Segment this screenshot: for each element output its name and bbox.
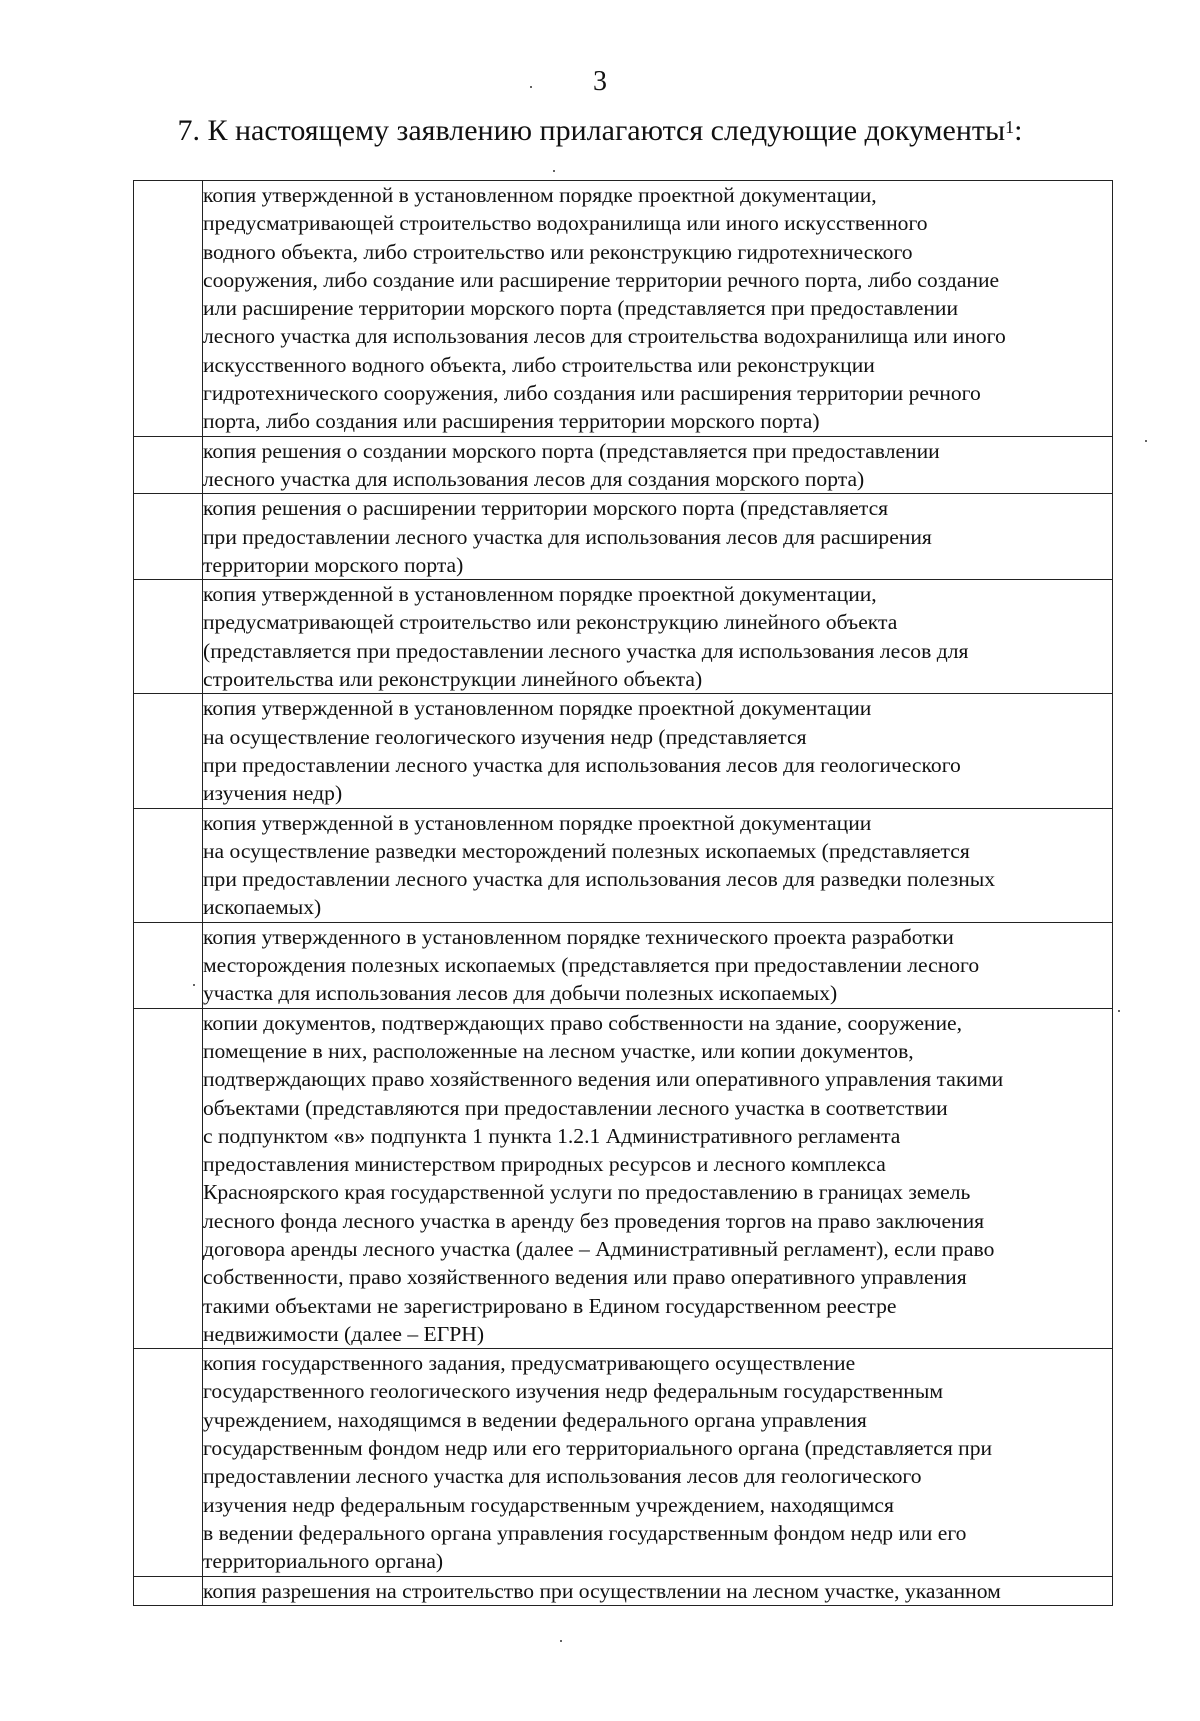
document-description: копия решения о расширении территории морского порта (представляется при предоставлении лесного участка для использования лесов для расширения территории морского порта) [203, 494, 1113, 580]
table-row [134, 922, 1113, 1008]
scan-speck [193, 984, 195, 986]
checkbox-cell[interactable] [134, 580, 203, 694]
document-description: копия утвержденной в установленном порядке проектной документации, предусматривающей строительство или реконструкцию линейного объекта (представляется при предоставлении лесного участка для использования лесов для строительства или реконструкции линейного объекта) [203, 580, 1113, 694]
checkbox-cell[interactable] [134, 1008, 203, 1349]
document-description: копия утвержденной в установленном порядке проектной документации на осуществление геологического изучения недр (представляется при предоставлении лесного участка для использования лесов для геологического изучения недр) [203, 694, 1113, 808]
footnote-marker: 1 [1005, 117, 1015, 137]
document-description: копии документов, подтверждающих право собственности на здание, сооружение, помещение в них, расположенные на лесном участке, или копии документов, подтверждающих право хозяйственного ведения или оперативного управления такими объектами (представляются при предоставлении лесного участка в соответствии с подпунктом «в» подпункта 1 пункта 1.2.1 Административного регламента предоставления министерством природных ресурсов и лесного комплекса Красноярского края государственной услуги по предоставлению в границах земель лесного фонда лесного участка в аренду без проведения торгов на право заключения договора аренды лесного участка (далее – Административный регламент), если право собственности, право хозяйственного ведения или право оперативного управления такими объектами не зарегистрировано в Едином государственном реестре недвижимости (далее – ЕГРН) [203, 1008, 1113, 1349]
checkbox-cell[interactable] [134, 1349, 203, 1576]
checkbox-cell[interactable] [134, 694, 203, 808]
document-description: копия государственного задания, предусматривающего осуществление государственного геологического изучения недр федеральным государственным учреждением, находящимся в ведении федерального органа управления государственным фондом недр или его территориального органа (представляется при предоставлении лесного участка для использования лесов для геологического изучения недр федеральным государственным учреждением, находящимся в ведении федерального органа управления государственным фондом недр или его территориального органа) [203, 1349, 1113, 1576]
table-row [134, 181, 1113, 437]
scan-speck [1145, 440, 1147, 442]
section-heading: 7. К настоящему заявлению прилагаются следующие документы$^1$: [177, 114, 1023, 147]
table-row [134, 494, 1113, 580]
table-row [134, 1349, 1113, 1576]
scan-speck [560, 1640, 562, 1642]
scan-speck [553, 170, 555, 172]
checkbox-cell[interactable] [134, 922, 203, 1008]
document-description: копия утвержденной в установленном порядке проектной документации на осуществление разведки месторождений полезных ископаемых (представляется при предоставлении лесного участка для использования лесов для разведки полезных ископаемых) [203, 808, 1113, 922]
documents-table [133, 180, 1113, 1606]
table-row [134, 808, 1113, 922]
document-description: копия утвержденного в установленном порядке технического проекта разработки месторождения полезных ископаемых (представляется при предоставлении лесного участка для использования лесов для добычи полезных ископаемых) [203, 922, 1113, 1008]
table-row [134, 1576, 1113, 1605]
document-description: копия решения о создании морского порта (представляется при предоставлении лесного участка для использования лесов для создания морского порта) [203, 436, 1113, 494]
checkbox-cell[interactable] [134, 1576, 203, 1605]
table-row [134, 694, 1113, 808]
document-description: копия разрешения на строительство при осуществлении на лесном участке, указанном [203, 1576, 1113, 1605]
table-row [134, 1008, 1113, 1349]
table-row [134, 436, 1113, 494]
section-heading-text: 7. К настоящему заявлению прилагаются следующие документы [177, 114, 1006, 147]
checkbox-cell[interactable] [134, 808, 203, 922]
table-row [134, 580, 1113, 694]
page-number: 3 [593, 66, 607, 97]
checkbox-cell[interactable] [134, 436, 203, 494]
scan-speck [1118, 1010, 1120, 1012]
checkbox-cell[interactable] [134, 494, 203, 580]
scan-speck [530, 86, 532, 88]
document-description: копия утвержденной в установленном порядке проектной документации, предусматривающей строительство водохранилища или иного искусственного водного объекта, либо строительство или реконструкцию гидротехнического сооружения, либо создание или расширение территории речного порта, либо создание или расширение территории морского порта (представляется при предоставлении лесного участка для использования лесов для строительства водохранилища или иного искусственного водного объекта, либо строительства или реконструкции гидротехнического сооружения, либо создания или расширения территории речного порта, либо создания или расширения территории морского порта) [203, 181, 1113, 437]
checkbox-cell[interactable] [134, 181, 203, 437]
